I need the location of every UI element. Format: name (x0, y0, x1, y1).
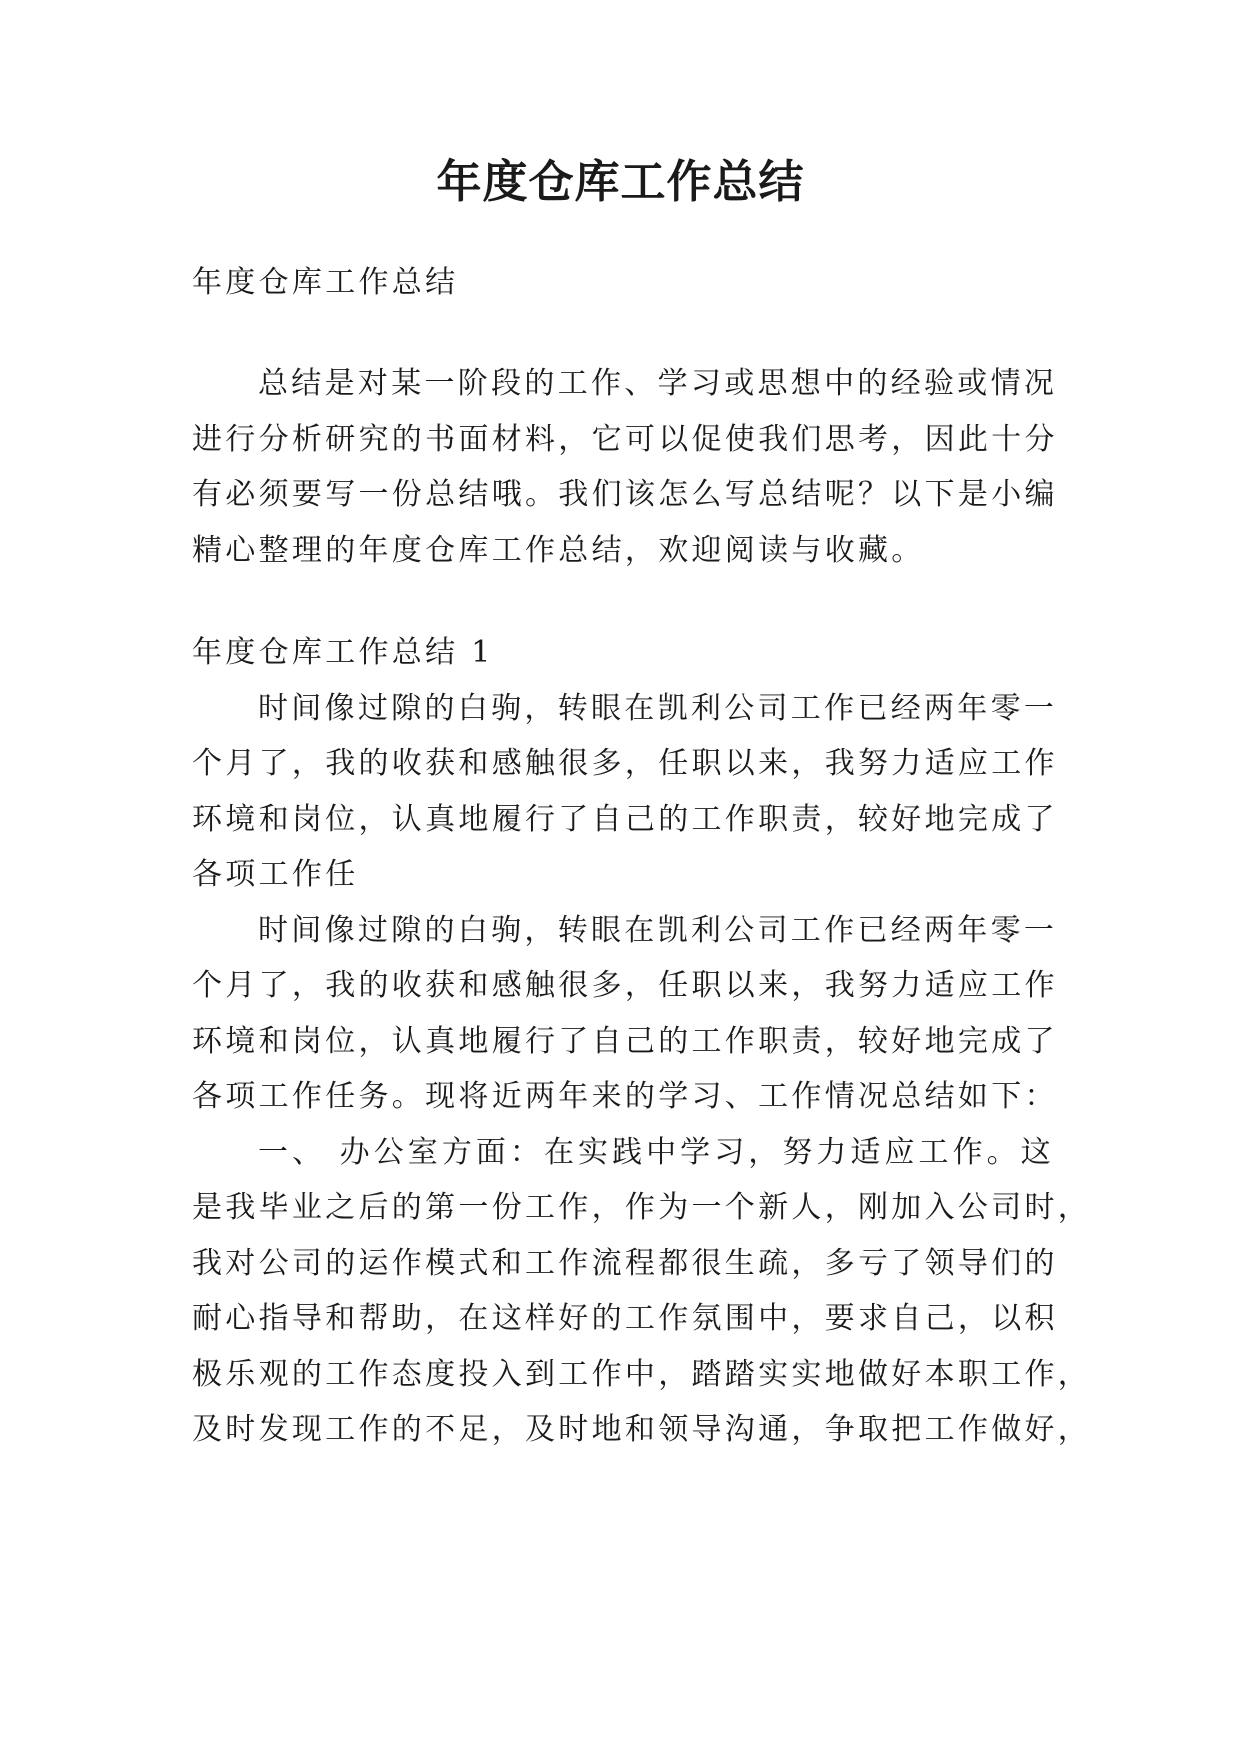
body-line: 个月了，我的收获和感触很多，任职以来，我努力适应工作 (192, 968, 1058, 1003)
point-line: 是我毕业之后的第一份工作，作为一个新人，刚加入公司时， (192, 1190, 1092, 1225)
intro-line: 有必须要写一份总结哦。我们该怎么写总结呢？以下是小编 (192, 477, 1058, 512)
summary-line: 环境和岗位，认真地履行了自己的工作职责，较好地完成了 (192, 802, 1058, 837)
intro-line: 进行分析研究的书面材料，它可以促使我们思考，因此十分 (192, 422, 1058, 457)
body-line: 环境和岗位，认真地履行了自己的工作职责，较好地完成了 (192, 1024, 1058, 1059)
document-title: 年度仓库工作总结 (436, 155, 805, 208)
section-heading: 年度仓库工作总结 1 (192, 635, 494, 670)
point-line: 我对公司的运作模式和工作流程都很生疏，多亏了领导们的 (192, 1246, 1058, 1281)
body-line: 各项工作任务。现将近两年来的学习、工作情况总结如下： (192, 1079, 1058, 1114)
point-line: 一、 办公室方面：在实践中学习，努力适应工作。这 (258, 1135, 1054, 1170)
point-line: 耐心指导和帮助，在这样好的工作氛围中，要求自己，以积 (192, 1301, 1058, 1336)
body-line: 时间像过隙的白驹，转眼在凯利公司工作已经两年零一 (258, 913, 1058, 948)
intro-line: 精心整理的年度仓库工作总结，欢迎阅读与收藏。 (192, 533, 925, 568)
summary-line: 个月了，我的收获和感触很多，任职以来，我努力适应工作 (192, 746, 1058, 781)
summary-line: 各项工作任 (192, 857, 359, 892)
document-subtitle: 年度仓库工作总结 (192, 265, 459, 300)
point-line: 及时发现工作的不足，及时地和领导沟通，争取把工作做好， (192, 1412, 1092, 1447)
intro-line: 总结是对某一阶段的工作、学习或思想中的经验或情况 (258, 366, 1058, 401)
point-line: 极乐观的工作态度投入到工作中，踏踏实实地做好本职工作， (192, 1357, 1092, 1392)
summary-line: 时间像过隙的白驹，转眼在凯利公司工作已经两年零一 (258, 691, 1058, 726)
